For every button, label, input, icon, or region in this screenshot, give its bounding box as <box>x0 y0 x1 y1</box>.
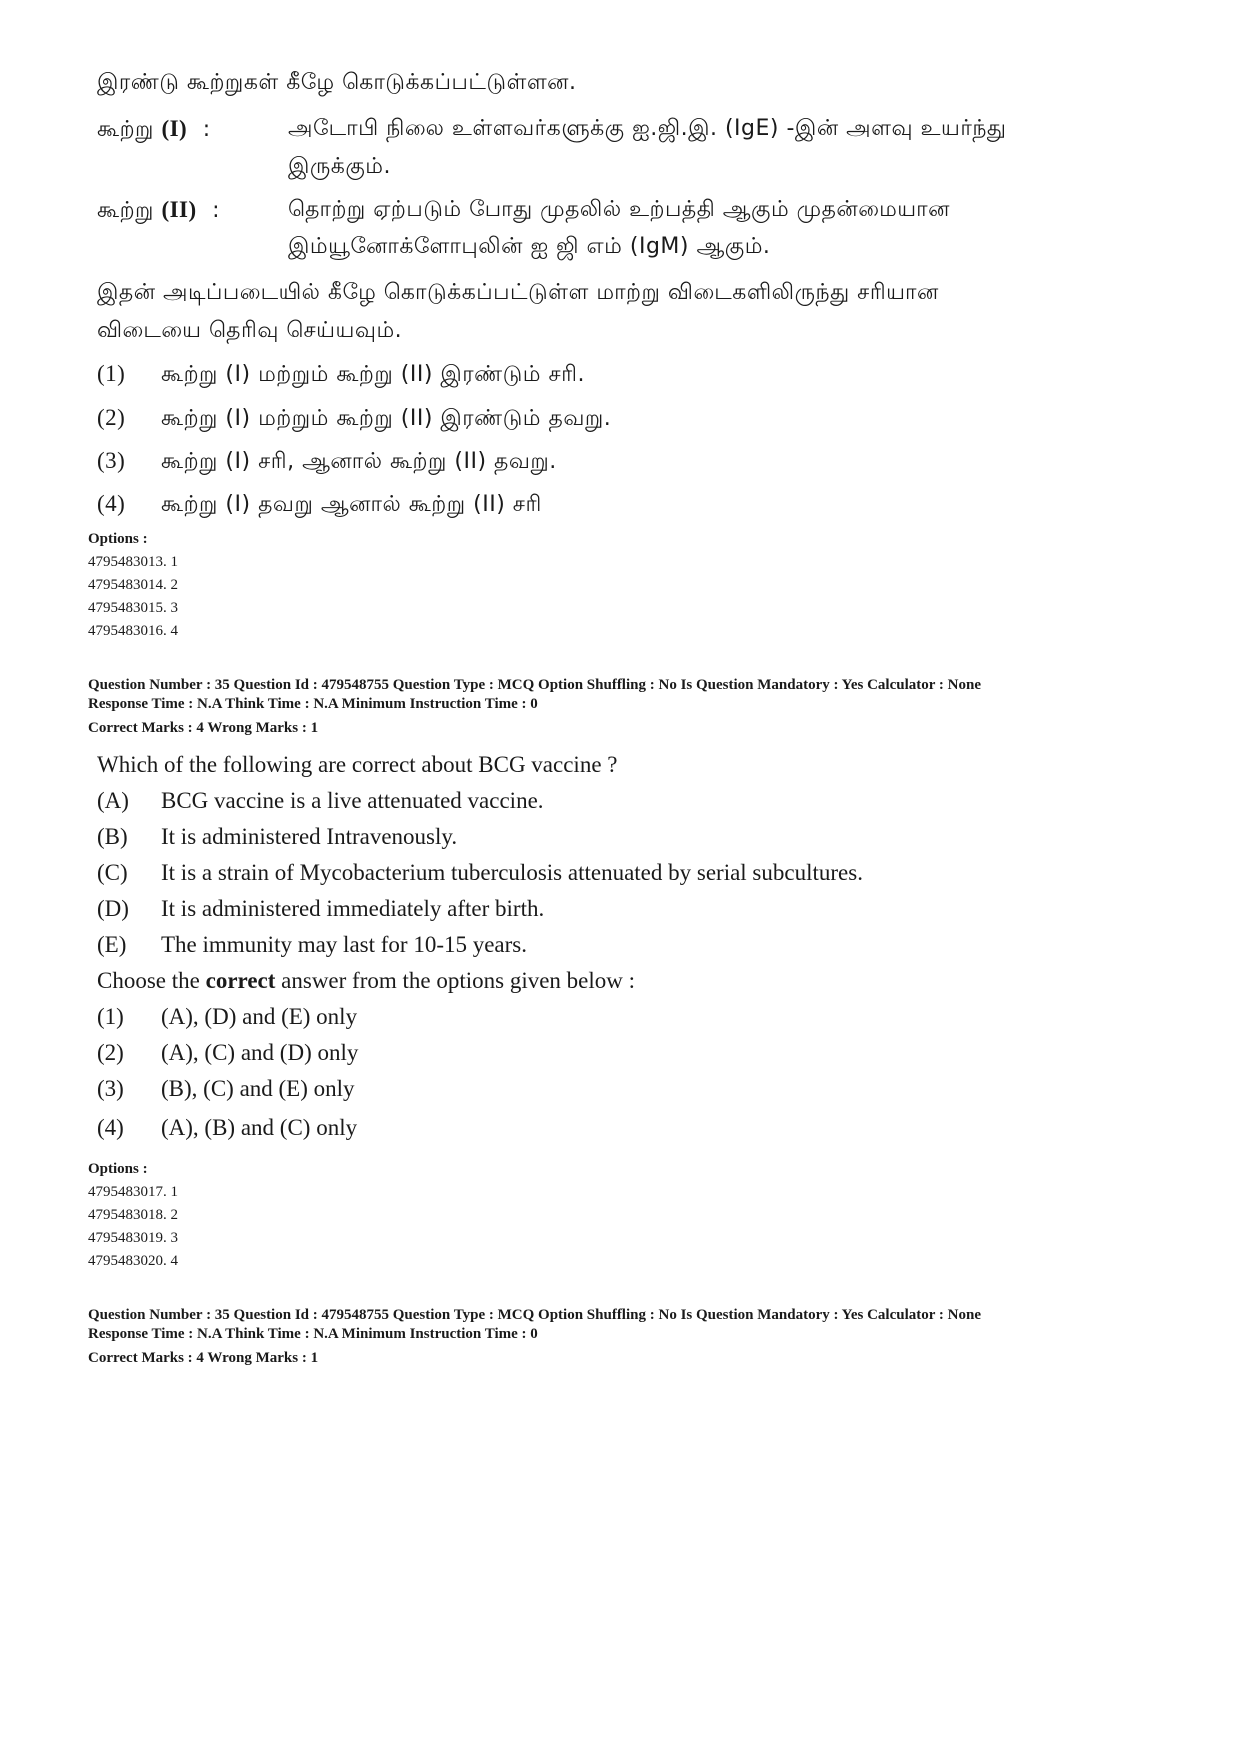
statement-1-line-1: அடோபி நிலை உள்ளவர்களுக்கு ஐ.ஜி.இ. (IgE) -இன் அளவு உயர்ந்து <box>288 116 1007 141</box>
option-id: 4795483019. 3 <box>88 1230 178 1246</box>
option-id: 4795483020. 4 <box>88 1253 178 1269</box>
statement-2-label: கூற்று (II) : <box>97 197 221 223</box>
question-marks: Correct Marks : 4 Wrong Marks : 1 <box>88 1350 319 1366</box>
question-meta-line-1: Question Number : 35 Question Id : 479548755 Question Type : MCQ Option Shuffling : No Is Question Mandatory : Yes Calculator : None <box>88 677 981 693</box>
question-meta-line-2: Response Time : N.A Think Time : N.A Minimum Instruction Time : 0 <box>88 1326 538 1342</box>
tamil-choice-4: (4) கூற்று (I) தவறு ஆனால் கூற்று (II) சரி <box>97 491 542 517</box>
statement-d: (D) It is administered immediately after birth. <box>97 896 545 921</box>
option-id: 4795483017. 1 <box>88 1184 178 1200</box>
question-meta-line-1: Question Number : 35 Question Id : 479548755 Question Type : MCQ Option Shuffling : No Is Question Mandatory : Yes Calculator : None <box>88 1307 981 1323</box>
choose-instruction: Choose the correct answer from the options given below : <box>97 968 636 993</box>
statement-2-number: (II) <box>161 197 197 222</box>
statement-1-number: (I) <box>161 116 188 141</box>
option-id: 4795483015. 3 <box>88 600 178 616</box>
options-heading-1: Options : <box>88 531 148 547</box>
statement-c: (C) It is a strain of Mycobacterium tuberculosis attenuated by serial subcultures. <box>97 860 863 885</box>
answer-choice-3: (3) (B), (C) and (E) only <box>97 1076 355 1101</box>
tamil-choice-1: (1) கூற்று (I) மற்றும் கூற்று (II) இரண்டும் சரி. <box>97 361 585 387</box>
tamil-intro: இரண்டு கூற்றுகள் கீழே கொடுக்கப்பட்டுள்ளன. <box>97 70 577 95</box>
choose-emphasis: correct <box>205 968 276 993</box>
tamil-choice-2: (2) கூற்று (I) மற்றும் கூற்று (II) இரண்டும் தவறு. <box>97 405 612 431</box>
question-meta-line-2: Response Time : N.A Think Time : N.A Minimum Instruction Time : 0 <box>88 696 538 712</box>
statement-1-label: கூற்று (I) : <box>97 116 211 142</box>
statement-1-line-2: இருக்கும். <box>288 154 391 179</box>
answer-choice-1: (1) (A), (D) and (E) only <box>97 1004 358 1029</box>
statement-2-line-1: தொற்று ஏற்படும் போது முதலில் உற்பத்தி ஆகும் முதன்மையான <box>288 197 950 222</box>
tamil-choice-3: (3) கூற்று (I) சரி, ஆனால் கூற்று (II) தவறு. <box>97 448 557 474</box>
question-marks: Correct Marks : 4 Wrong Marks : 1 <box>88 720 319 736</box>
statement-e: (E) The immunity may last for 10-15 years. <box>97 932 528 957</box>
answer-choice-4: (4) (A), (B) and (C) only <box>97 1115 358 1140</box>
statement-2-line-2: இம்யூனோக்ளோபுலின் ஐ ஜி எம் (IgM) ஆகும். <box>288 234 771 259</box>
question-text: Which of the following are correct about BCG vaccine ? <box>97 752 618 777</box>
option-id: 4795483016. 4 <box>88 623 178 639</box>
answer-choice-2: (2) (A), (C) and (D) only <box>97 1040 359 1065</box>
option-id: 4795483018. 2 <box>88 1207 178 1223</box>
statement-b: (B) It is administered Intravenously. <box>97 824 458 849</box>
statement-a: (A) BCG vaccine is a live attenuated vaccine. <box>97 788 544 813</box>
options-heading-2: Options : <box>88 1161 148 1177</box>
instruction-line-1: இதன் அடிப்படையில் கீழே கொடுக்கப்பட்டுள்ள மாற்று விடைகளிலிருந்து சரியான <box>97 280 939 305</box>
option-id: 4795483013. 1 <box>88 554 178 570</box>
option-id: 4795483014. 2 <box>88 577 178 593</box>
instruction-line-2: விடையை தெரிவு செய்யவும். <box>97 318 403 343</box>
